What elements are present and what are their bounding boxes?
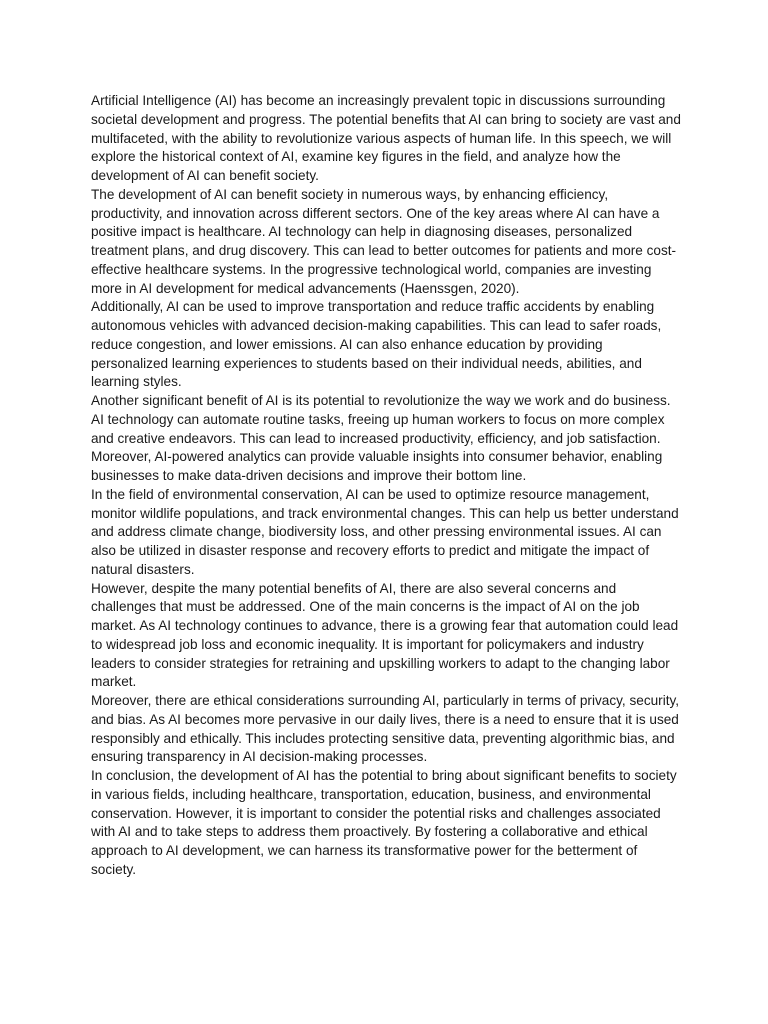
paragraph-environment: In the field of environmental conservation, AI can be used to optimize resource management, monitor wildlife populations, and track environmental changes. This can help us better understand and address climate change, biodiversity loss, and other pressing environmental issues. AI can also be utilized in disaster response and recovery efforts to predict and mitigate the impact of natural disasters.	[91, 486, 679, 577]
paragraph-transportation-education: Additionally, AI can be used to improve transportation and reduce traffic accidents by enabling autonomous vehicles with advanced decision-making capabilities. This can lead to safer roads, reduce congestion, and lower emissions. AI can also enhance education by providing personalized learning experiences to students based on their individual needs, abilities, and learning styles.	[91, 299, 662, 390]
paragraph-ethics: Moreover, there are ethical considerations surrounding AI, particularly in terms of privacy, security, and bias. As AI becomes more pervasive in our daily lives, there is a need to ensure that it is used responsibly and ethically. This includes protecting sensitive data, preventing algorithmic bias, and ensuring transparency in AI decision-making processes.	[91, 693, 680, 765]
paragraph-healthcare: The development of AI can benefit society in numerous ways, by enhancing efficiency, productivity, and innovation across different sectors. One of the key areas where AI can have a positive impact is healthcare. AI technology can help in diagnosing diseases, personalized treatment plans, and drug discovery. This can lead to better outcomes for patients and more cost-effective healthcare systems. In the progressive technological world, companies are investing more in AI development for medical advancements (Haenssgen, 2020).	[91, 186, 677, 296]
paragraph-introduction: Artificial Intelligence (AI) has become an increasingly prevalent topic in discussions surrounding societal development and progress. The potential benefits that AI can bring to society are vast and multifaceted, with the ability to revolutionize various aspects of human life. In this speech, we will explore the historical context of AI, examine key figures in the field, and analyze how the development of AI can benefit society.	[91, 93, 681, 183]
paragraph-conclusion: In conclusion, the development of AI has the potential to bring about significant benefits to society in various fields, including healthcare, transportation, education, business, and environmental conservation. However, it is important to consider the potential risks and challenges associated with AI and to take steps to address them proactively. By fostering a collaborative and ethical approach to AI development, we can harness its transformative power for the betterment of society.	[91, 768, 677, 877]
document-body	[91, 92, 683, 880]
paragraph-work-business: Another significant benefit of AI is its potential to revolutionize the way we work and do business. AI technology can automate routine tasks, freeing up human workers to focus on more complex and creative endeavors. This can lead to increased productivity, efficiency, and job satisfaction. Moreover, AI-powered analytics can provide valuable insights into consumer behavior, enabling businesses to make data-driven decisions and improve their bottom line.	[91, 393, 671, 483]
paragraph-concerns-jobs: However, despite the many potential benefits of AI, there are also several concerns and challenges that must be addressed. One of the main concerns is the impact of AI on the job market. As AI technology continues to advance, there is a growing fear that automation could lead to widespread job loss and economic inequality. It is important for policymakers and industry leaders to consider strategies for retraining and upskilling workers to adapt to the changing labor market.	[91, 580, 679, 690]
